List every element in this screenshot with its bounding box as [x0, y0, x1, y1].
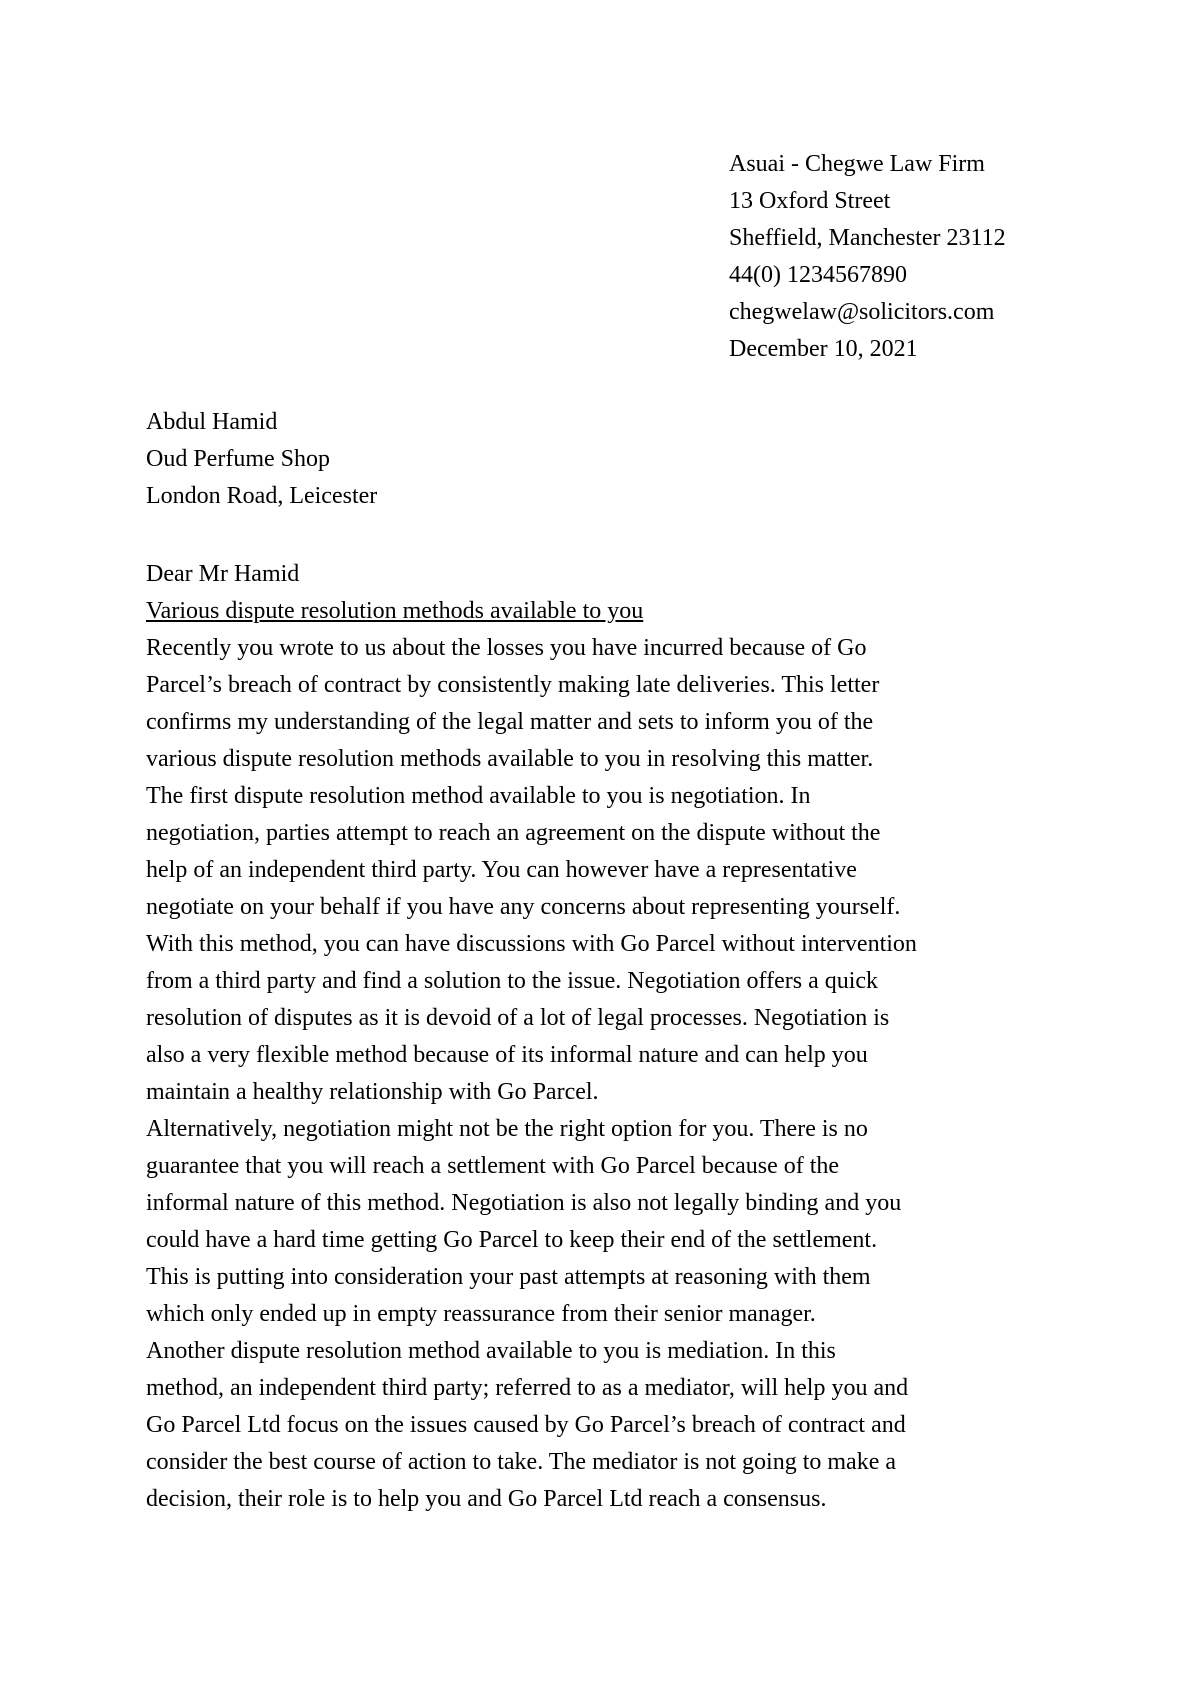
body-line: from a third party and find a solution to the issue. Negotiation offers a quick — [146, 968, 879, 994]
body-line: This is putting into consideration your past attempts at reasoning with them — [146, 1264, 871, 1290]
body-line: informal nature of this method. Negotiation is also not legally binding and you — [146, 1190, 902, 1216]
body-text — [146, 630, 1086, 1518]
recipient-address: London Road, Leicester — [146, 483, 378, 509]
recipient-address-block — [146, 404, 377, 515]
sender-email: chegwelaw@solicitors.com — [729, 299, 995, 325]
sender-city: Sheffield, Manchester 23112 — [729, 225, 1006, 251]
body-line: decision, their role is to help you and Go Parcel Ltd reach a consensus. — [146, 1486, 827, 1512]
body-line: Go Parcel Ltd focus on the issues caused by Go Parcel’s breach of contract and — [146, 1412, 906, 1438]
body-line: Alternatively, negotiation might not be the right option for you. There is no — [146, 1116, 868, 1142]
body-line: help of an independent third party. You can however have a representative — [146, 857, 857, 883]
body-line: consider the best course of action to take. The mediator is not going to make a — [146, 1449, 897, 1475]
sender-street: 13 Oxford Street — [729, 188, 891, 214]
subject-line: Various dispute resolution methods available to you — [146, 598, 644, 624]
body-line: also a very flexible method because of its informal nature and can help you — [146, 1042, 868, 1068]
salutation: Dear Mr Hamid — [146, 561, 300, 587]
body-line: could have a hard time getting Go Parcel to keep their end of the settlement. — [146, 1227, 878, 1253]
recipient-name: Abdul Hamid — [146, 409, 278, 435]
body-line: which only ended up in empty reassurance from their senior manager. — [146, 1301, 816, 1327]
sender-address-block — [729, 146, 1006, 368]
body-line: resolution of disputes as it is devoid of a lot of legal processes. Negotiation is — [146, 1005, 890, 1031]
body-line: With this method, you can have discussions with Go Parcel without intervention — [146, 931, 917, 957]
body-line: Another dispute resolution method available to you is mediation. In this — [146, 1338, 836, 1364]
body-line: guarantee that you will reach a settlement with Go Parcel because of the — [146, 1153, 840, 1179]
body-line: various dispute resolution methods available to you in resolving this matter. — [146, 746, 874, 772]
body-line: The first dispute resolution method available to you is negotiation. In — [146, 783, 811, 809]
recipient-business: Oud Perfume Shop — [146, 446, 330, 472]
body-line: Parcel’s breach of contract by consistently making late deliveries. This letter — [146, 672, 880, 698]
body-line: negotiate on your behalf if you have any concerns about representing yourself. — [146, 894, 901, 920]
body-line: maintain a healthy relationship with Go Parcel. — [146, 1079, 599, 1105]
body-line: method, an independent third party; referred to as a mediator, will help you and — [146, 1375, 909, 1401]
body-line: negotiation, parties attempt to reach an agreement on the dispute without the — [146, 820, 881, 846]
letter-date: December 10, 2021 — [729, 336, 918, 362]
body-line: Recently you wrote to us about the losses you have incurred because of Go — [146, 635, 867, 661]
sender-phone: 44(0) 1234567890 — [729, 262, 907, 288]
letter-body — [146, 556, 1086, 1518]
sender-firm-name: Asuai - Chegwe Law Firm — [729, 151, 985, 177]
body-line: confirms my understanding of the legal matter and sets to inform you of the — [146, 709, 874, 735]
